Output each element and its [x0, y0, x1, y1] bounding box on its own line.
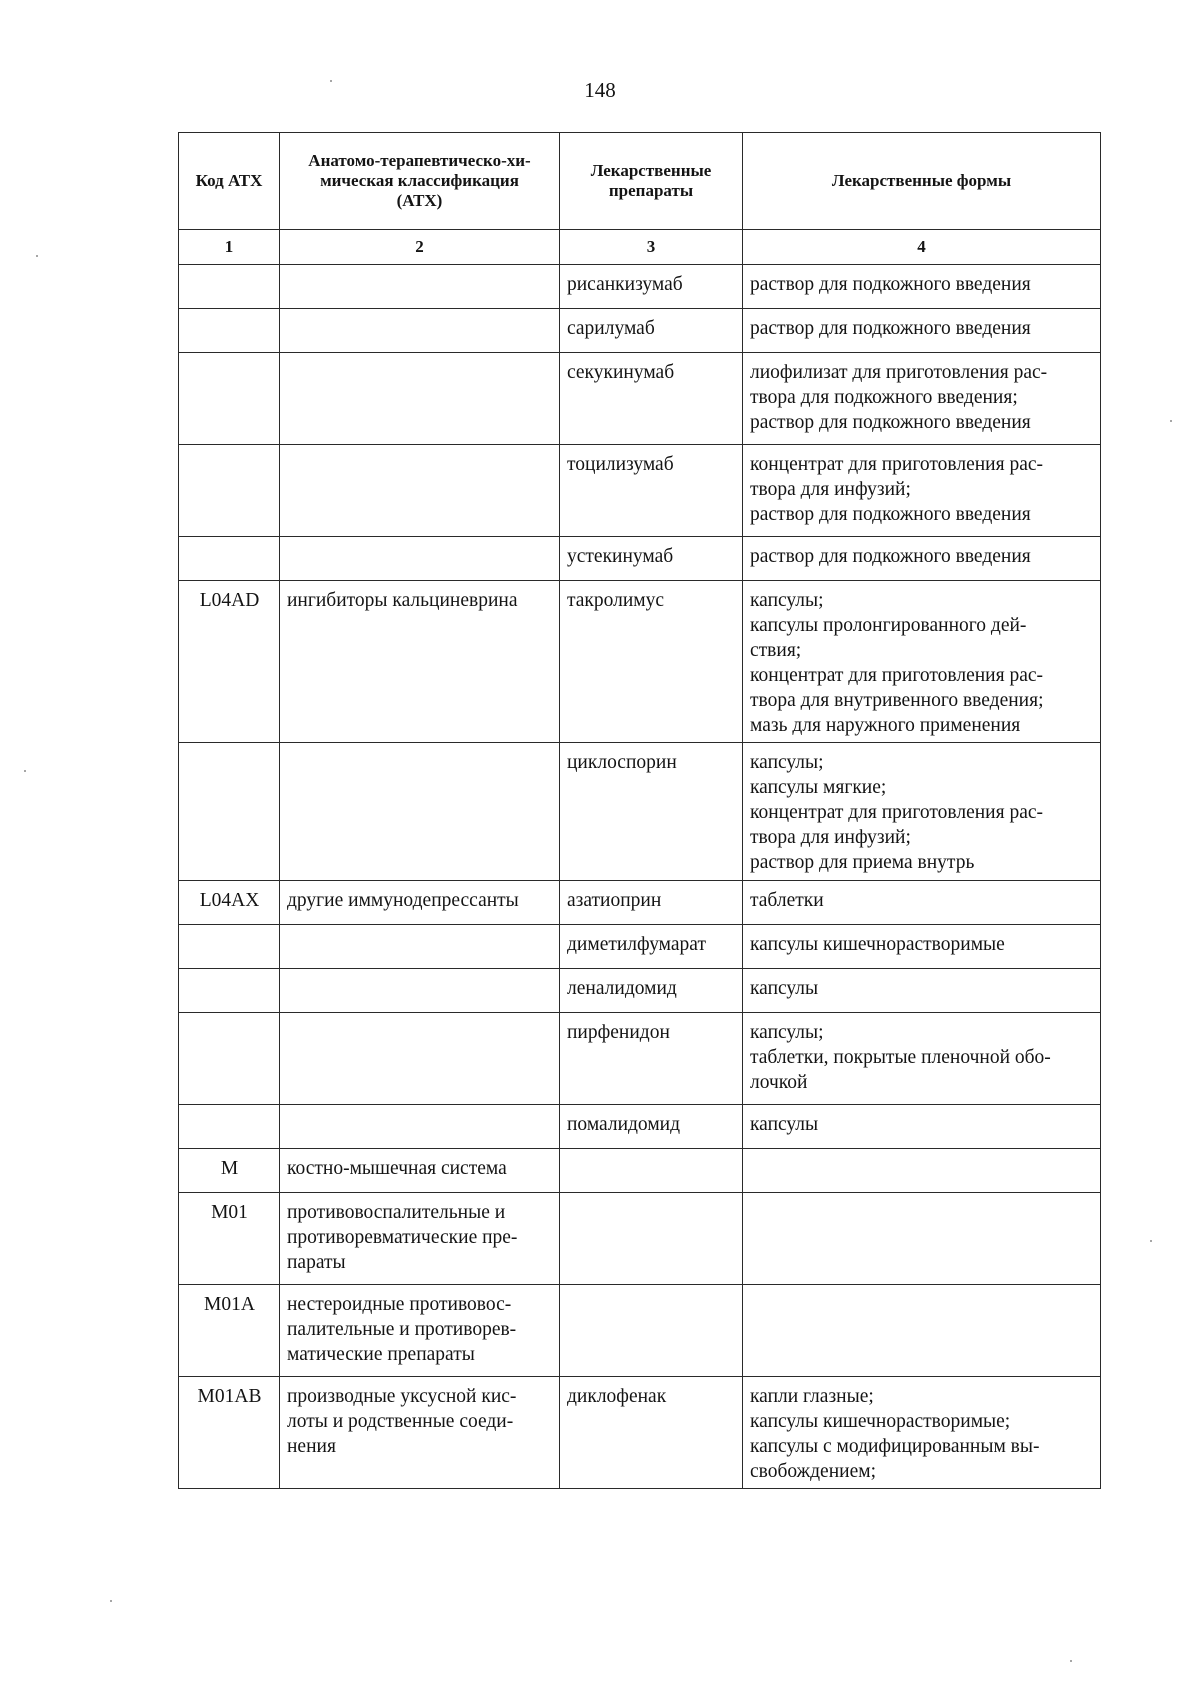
drug-cell: устекинумаб: [560, 537, 743, 581]
classification-cell: противовоспалительные и противоревматические пре- параты: [280, 1193, 560, 1285]
classification-cell: [280, 1105, 560, 1149]
drug-cell: такролимус: [560, 581, 743, 743]
atc-code-cell: [179, 969, 280, 1013]
dosage-forms-cell: капсулы; капсулы мягкие; концентрат для приготовления рас- твора для инфузий; раствор для приема внутрь: [743, 743, 1101, 881]
classification-cell: ингибиторы кальциневрина: [280, 581, 560, 743]
drug-cell: рисанкизумаб: [560, 265, 743, 309]
drug-cell: секукинумаб: [560, 353, 743, 445]
table-row: [179, 309, 1101, 353]
classification-cell: другие иммунодепрессанты: [280, 881, 560, 925]
column-number: 4: [743, 230, 1101, 265]
atc-code-cell: M01: [179, 1193, 280, 1285]
drug-cell: пирфенидон: [560, 1013, 743, 1105]
atc-code-cell: [179, 743, 280, 881]
drug-cell: диметилфумарат: [560, 925, 743, 969]
drug-cell: тоцилизумаб: [560, 445, 743, 537]
scan-speck: [1150, 1240, 1152, 1242]
scan-speck: [1170, 420, 1172, 422]
column-number: 3: [560, 230, 743, 265]
table-row: [179, 581, 1101, 743]
drug-cell: диклофенак: [560, 1377, 743, 1489]
classification-cell: [280, 353, 560, 445]
atc-code-cell: M01A: [179, 1285, 280, 1377]
dosage-forms-cell: капсулы; капсулы пролонгированного дей- ствия; концентрат для приготовления рас- твора для внутривенного введения; мазь для наружного применения: [743, 581, 1101, 743]
table-header-row: [179, 133, 1101, 230]
classification-cell: [280, 969, 560, 1013]
atc-code-cell: [179, 925, 280, 969]
header-drugs: Лекарственные препараты: [560, 133, 743, 230]
drug-cell: [560, 1149, 743, 1193]
header-atc-code: Код АТХ: [179, 133, 280, 230]
dosage-forms-cell: концентрат для приготовления рас- твора для инфузий; раствор для подкожного введения: [743, 445, 1101, 537]
header-atc-classification: Анатомо-терапевтическо-хи- мическая классификация (АТХ): [280, 133, 560, 230]
atc-code-cell: [179, 309, 280, 353]
drug-cell: сарилумаб: [560, 309, 743, 353]
classification-cell: [280, 265, 560, 309]
table-body: [179, 265, 1101, 1489]
table-row: [179, 1013, 1101, 1105]
atc-code-cell: [179, 353, 280, 445]
scan-speck: [1070, 1660, 1072, 1662]
classification-cell: костно-мышечная система: [280, 1149, 560, 1193]
classification-cell: производные уксусной кис- лоты и родственные соеди- нения: [280, 1377, 560, 1489]
drug-cell: [560, 1285, 743, 1377]
table-row: [179, 537, 1101, 581]
table-row: [179, 925, 1101, 969]
drug-cell: леналидомид: [560, 969, 743, 1013]
table-row: [179, 743, 1101, 881]
atc-code-cell: M: [179, 1149, 280, 1193]
table-row: [179, 445, 1101, 537]
classification-cell: [280, 537, 560, 581]
dosage-forms-cell: раствор для подкожного введения: [743, 265, 1101, 309]
atc-drug-table: [178, 132, 1101, 1489]
scan-speck: [330, 80, 332, 82]
drug-cell: помалидомид: [560, 1105, 743, 1149]
dosage-forms-cell: капсулы: [743, 969, 1101, 1013]
dosage-forms-cell: раствор для подкожного введения: [743, 309, 1101, 353]
table-row: [179, 881, 1101, 925]
scan-speck: [110, 1600, 112, 1602]
dosage-forms-cell: таблетки: [743, 881, 1101, 925]
column-number: 1: [179, 230, 280, 265]
dosage-forms-cell: капсулы: [743, 1105, 1101, 1149]
atc-code-cell: [179, 1105, 280, 1149]
dosage-forms-cell: капсулы кишечнорастворимые: [743, 925, 1101, 969]
table-row: [179, 1193, 1101, 1285]
atc-code-cell: [179, 445, 280, 537]
dosage-forms-cell: раствор для подкожного введения: [743, 537, 1101, 581]
table-row: [179, 1285, 1101, 1377]
atc-code-cell: [179, 265, 280, 309]
dosage-forms-cell: капсулы; таблетки, покрытые пленочной обо- лочкой: [743, 1013, 1101, 1105]
dosage-forms-cell: капли глазные; капсулы кишечнорастворимые; капсулы с модифицированным вы- свобождением;: [743, 1377, 1101, 1489]
atc-code-cell: [179, 537, 280, 581]
table-row: [179, 969, 1101, 1013]
classification-cell: [280, 445, 560, 537]
table-row: [179, 1105, 1101, 1149]
classification-cell: [280, 1013, 560, 1105]
page-number: 148: [584, 78, 616, 102]
atc-code-cell: L04AX: [179, 881, 280, 925]
drug-cell: азатиоприн: [560, 881, 743, 925]
column-number-row: [179, 230, 1101, 265]
dosage-forms-cell: [743, 1149, 1101, 1193]
drug-cell: [560, 1193, 743, 1285]
scan-speck: [36, 255, 38, 257]
dosage-forms-cell: [743, 1285, 1101, 1377]
drug-cell: циклоспорин: [560, 743, 743, 881]
dosage-forms-cell: лиофилизат для приготовления рас- твора для подкожного введения; раствор для подкожного введения: [743, 353, 1101, 445]
classification-cell: нестероидные противовос- палительные и противорев- матические препараты: [280, 1285, 560, 1377]
atc-code-cell: L04AD: [179, 581, 280, 743]
table-row: [179, 1149, 1101, 1193]
table-row: [179, 265, 1101, 309]
header-dosage-forms: Лекарственные формы: [743, 133, 1101, 230]
classification-cell: [280, 309, 560, 353]
scan-speck: [24, 770, 26, 772]
classification-cell: [280, 925, 560, 969]
table-row: [179, 1377, 1101, 1489]
atc-code-cell: M01AB: [179, 1377, 280, 1489]
classification-cell: [280, 743, 560, 881]
dosage-forms-cell: [743, 1193, 1101, 1285]
atc-code-cell: [179, 1013, 280, 1105]
column-number: 2: [280, 230, 560, 265]
table-row: [179, 353, 1101, 445]
